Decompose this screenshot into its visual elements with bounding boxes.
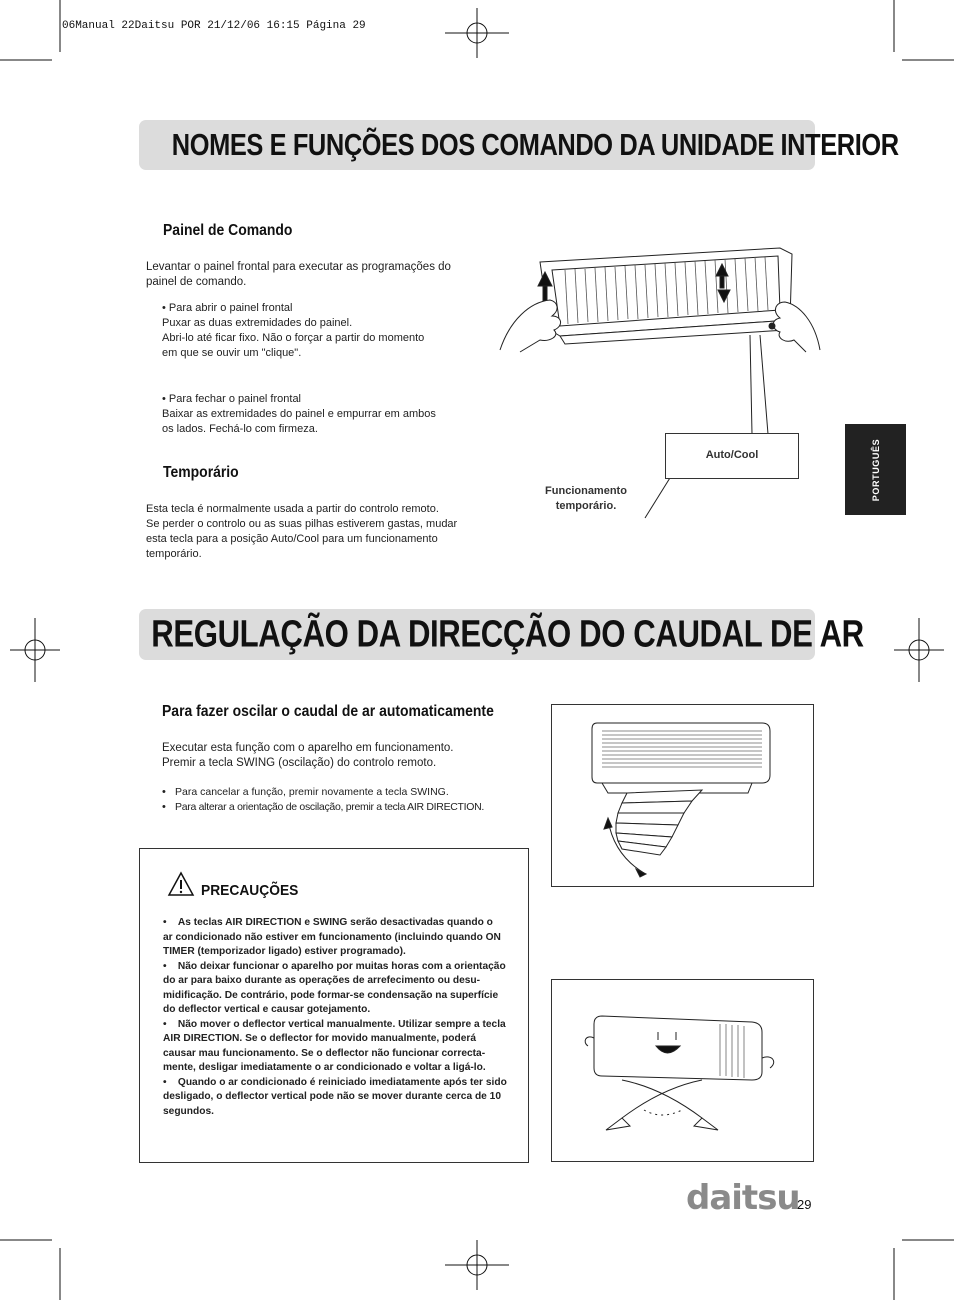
close-panel-bullet: • Para fechar o painel frontal: [162, 393, 302, 405]
auto-cool-label: Auto/Cool: [705, 449, 759, 461]
painel-intro: Levantar o painel frontal para executar as programações do painel de comando.: [146, 261, 451, 288]
print-slug: 06Manual 22Daitsu POR 21/12/06 16:15 Página 29: [62, 20, 366, 32]
swing-line: Premir a tecla SWING (oscilação) do controlo remoto.: [162, 757, 437, 769]
temporario-line: Esta tecla é normalmente usada a partir do controlo remoto.: [146, 503, 439, 515]
close-step-line: os lados. Fechá-lo com firmeza.: [162, 423, 318, 435]
close-step-line: Baixar as extremidades do painel e empurrar em ambos: [162, 408, 436, 420]
temporario-line: temporário.: [146, 548, 202, 560]
swing-line: Executar esta função com o aparelho em funcionamento.: [162, 742, 454, 754]
temporario-line: esta tecla para a posição Auto/Cool para um funcionamento: [146, 533, 438, 545]
section-title-airflow: REGULAÇÃO DA DIRECÇÃO DO CAUDAL DE AR: [151, 613, 864, 655]
temporario-text: [146, 502, 521, 562]
swing-bullet: • Para alterar a orientação de oscilação, premir a tecla AIR DIRECTION.: [162, 801, 485, 813]
funcionamento-line: temporário.: [555, 500, 617, 512]
funcionamento-caption: [530, 484, 642, 514]
unit-cartoon-illustration: [552, 980, 813, 1161]
auto-cool-callout: [665, 433, 799, 479]
caution-item: • As teclas AIR DIRECTION e SWING serão desactivadas quando o ar condicionado não estiver em funcionamento (incluindo quando ON TIMER (temporizador ligado) estiver programado).: [163, 917, 501, 957]
swing-illustration-frame: [551, 704, 814, 887]
painel-heading: Painel de Comando: [163, 222, 293, 239]
swing-bullet: • Para cancelar a função, premir novamente a tecla SWING.: [162, 786, 449, 798]
warning-triangle-icon: [167, 871, 195, 897]
open-step-line: Abri-lo até ficar fixo. Não o forçar a partir do momento: [162, 332, 425, 344]
brand-logo: daitsu: [686, 1178, 800, 1218]
section-banner-controls: [139, 120, 899, 170]
swing-instructions: [162, 741, 522, 771]
swing-heading: Para fazer oscilar o caudal de ar automaticamente: [162, 703, 494, 720]
funcionamento-line: Funcionamento: [545, 485, 627, 497]
close-panel-steps: [162, 407, 482, 437]
caution-item: • Não deixar funcionar o aparelho por muitas horas com a orientação do ar para baixo durante as operações de arrefecimento ou desu- midificação. De contrário, pode formar-se condensação na superfície do deflector vertical e causar gotejamento.: [163, 960, 506, 1015]
open-panel-bullet: • Para abrir o painel frontal: [162, 302, 293, 314]
caution-item: • Não mover o deflector vertical manualmente. Utilizar sempre a tecla AIR DIRECTION. Se o deflector for movido manualmente, poderá causar mau funcionamento. Se o deflector não funcionar correcta- mente, desligar imediatamente o ar condicionado e voltar a ligá-lo.: [163, 1018, 506, 1073]
unit-cartoon-frame: [551, 979, 814, 1162]
page-number: 29: [797, 1197, 812, 1212]
caution-title: PRECAUÇÕES: [201, 882, 299, 899]
caution-box: [139, 848, 529, 1163]
language-tab-label: PORTUGUÊS: [870, 438, 881, 501]
language-side-tab: [845, 424, 906, 515]
swing-louver-illustration: [552, 705, 813, 886]
swing-bullets: [162, 785, 484, 815]
open-step-line: em que se ouvir um "clique".: [162, 347, 302, 359]
temporario-heading: Temporário: [163, 464, 239, 481]
section-banner-airflow: [139, 609, 864, 660]
section-title-controls: NOMES E FUNÇÕES DOS COMANDO DA UNIDADE INTERIOR: [171, 127, 899, 162]
caution-item: • Quando o ar condicionado é reiniciado imediatamente após ter sido desligado, o deflector vertical pode não se mover durante cerca de 10 segundos.: [163, 1076, 507, 1117]
caution-items: [163, 916, 523, 1119]
temporario-line: Se perder o controlo ou as suas pilhas estiverem gastas, mudar: [146, 518, 458, 530]
open-step-line: Puxar as duas extremidades do painel.: [162, 317, 353, 329]
open-panel-steps: [162, 316, 482, 361]
